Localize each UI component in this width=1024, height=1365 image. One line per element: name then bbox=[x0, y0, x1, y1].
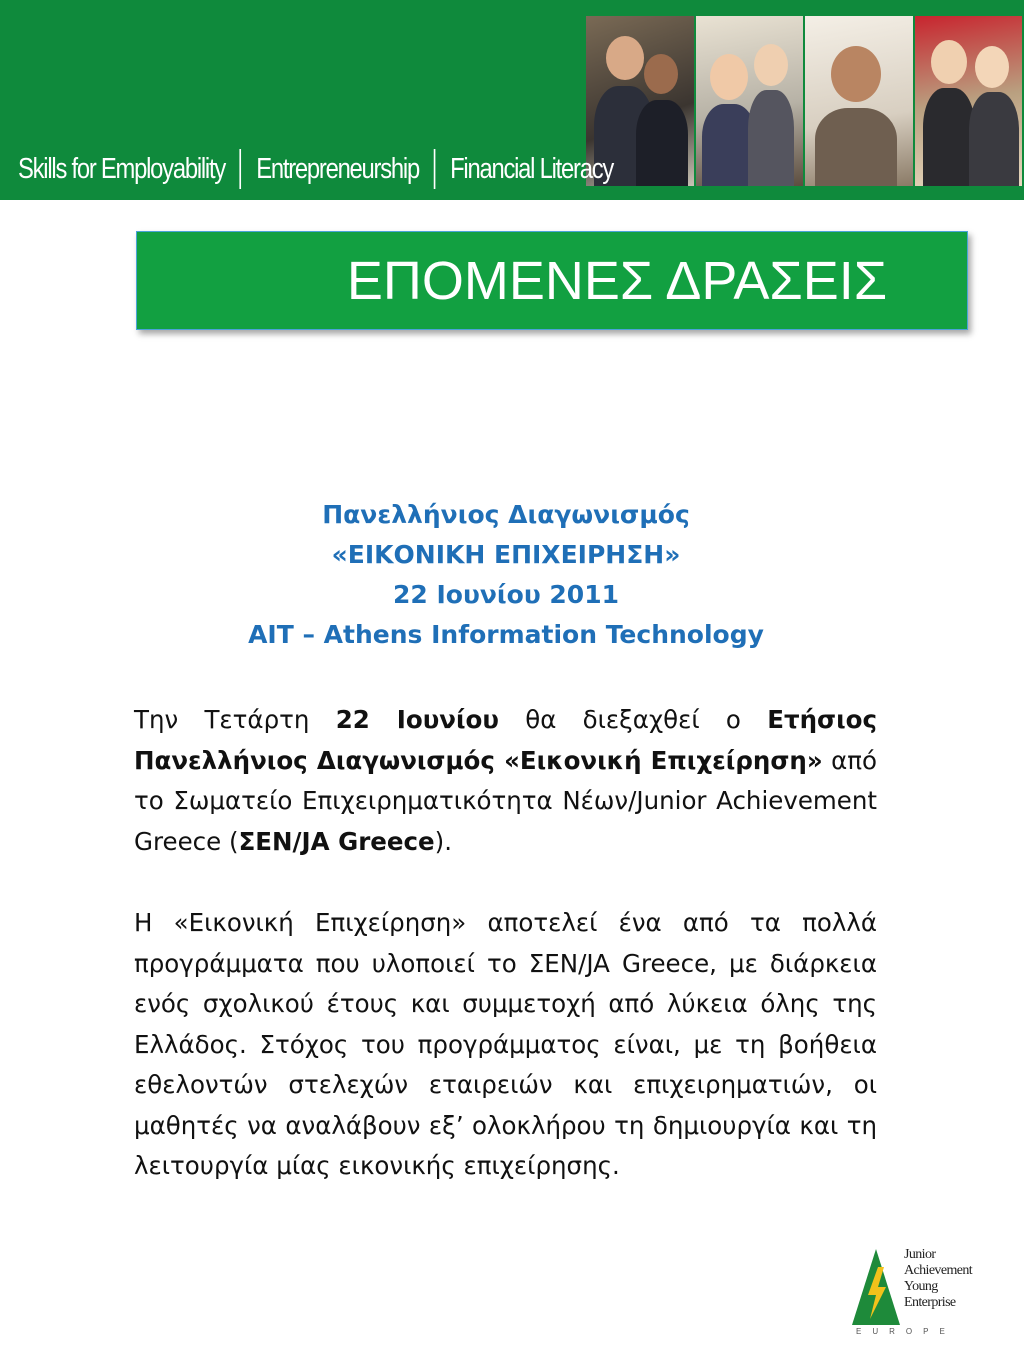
bold-run: 22 Ιουνίου bbox=[335, 705, 499, 734]
title-box bbox=[136, 231, 968, 330]
students-photo-4 bbox=[915, 16, 1023, 186]
students-photo-3 bbox=[805, 16, 913, 186]
text-run: Την Τετάρτη bbox=[134, 705, 336, 734]
text-run: θα διεξαχθεί ο bbox=[498, 705, 768, 734]
tagline-employability: Skills for Employability bbox=[18, 152, 226, 185]
logo-wordmark bbox=[904, 1247, 972, 1311]
text-run: ). bbox=[434, 826, 453, 856]
event-subtitle: «ΕΙΚΟΝΙΚΗ ΕΠΙΧΕΙΡΗΣΗ» bbox=[331, 540, 681, 569]
tagline-entrepreneurship: Entrepreneurship bbox=[256, 152, 419, 185]
ja-ye-logo bbox=[850, 1245, 973, 1345]
event-date: 22 Ιουνίου 2011 bbox=[393, 580, 619, 609]
page-title: ΕΠΟΜΕΝΕΣ ΔΡΑΣΕΙΣ bbox=[346, 250, 888, 311]
tagline-separator bbox=[240, 149, 242, 189]
logo-line: Achievement bbox=[904, 1263, 973, 1278]
text-run: από το Σωματείο Επιχειρηματικότητα Νέων/Junior Achievement Greece ( bbox=[134, 745, 877, 856]
bold-run: ΣΕΝ/JA Greece bbox=[238, 826, 435, 856]
header-banner bbox=[0, 0, 1024, 200]
bold-run: Ετήσιος Πανελλήνιος Διαγωνισμός «Εικονική Επιχείρηση» bbox=[134, 705, 877, 775]
triangle-lightning-icon bbox=[850, 1247, 902, 1327]
tagline-separator bbox=[434, 149, 436, 189]
tagline-financial-literacy: Financial Literacy bbox=[450, 152, 614, 185]
logo-region: EUROPE bbox=[856, 1327, 956, 1336]
event-name: Πανελλήνιος Διαγωνισμός bbox=[322, 500, 690, 529]
students-photo-2 bbox=[696, 16, 804, 186]
intro-paragraph bbox=[134, 700, 877, 862]
logo-line: Junior bbox=[904, 1247, 936, 1262]
photo-strip bbox=[586, 16, 1022, 186]
logo-line: Enterprise bbox=[904, 1295, 956, 1310]
description-paragraph: Η «Εικονική Επιχείρηση» αποτελεί ένα από τα πολλά προγράμματα που υλοποιεί το ΣΕΝ/JA Greece, με διάρκεια ενός σχολικού έτους και συμμετοχή από λύκεια όλης της Ελλάδος. Στόχος του προγράμματος είναι, με τη βοήθεια εθελοντών στελεχών εταιρειών και επιχειρηματιών, οι μαθητές να αναλάβουν εξ’ ολοκλήρου τη δημιουργία και τη λειτουργία μίας εικονικής επιχείρησης. bbox=[134, 908, 877, 1180]
banner-tagline bbox=[18, 145, 613, 193]
event-venue: AIT – Athens Information Technology bbox=[248, 620, 764, 649]
event-details bbox=[136, 495, 876, 655]
logo-line: Young bbox=[904, 1279, 938, 1294]
